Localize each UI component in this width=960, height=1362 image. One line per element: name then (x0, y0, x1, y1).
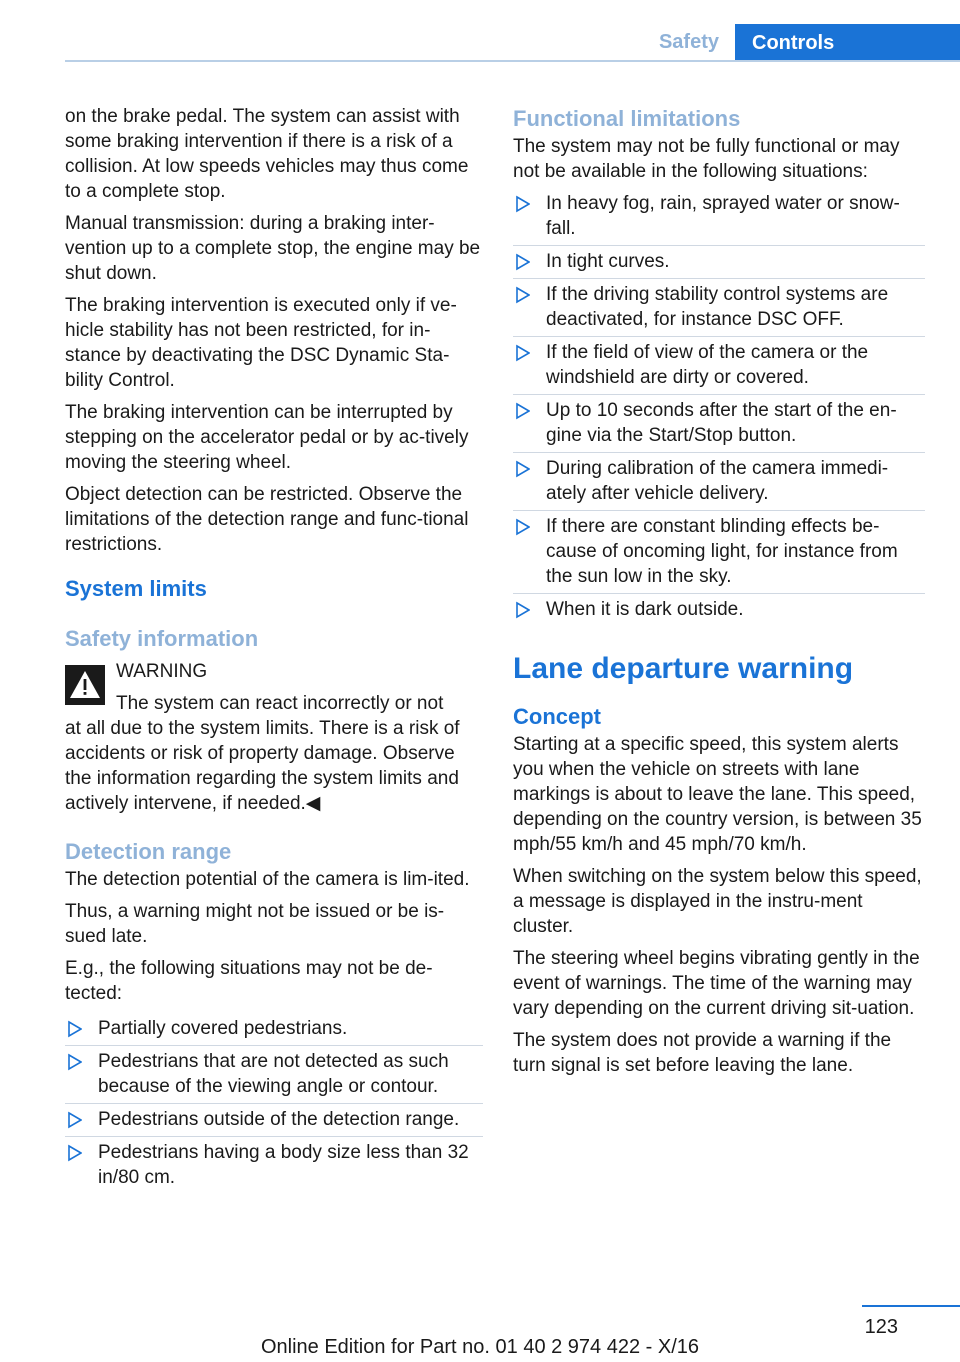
list-item: Pedestrians outside of the detection range. (65, 1103, 483, 1136)
warning-text: at all due to the system limits. There is a risk of accidents or risk of property damage. Observe the information regarding the system limits and actively intervene, if needed.◀ (65, 718, 460, 814)
paragraph: The system does not provide a warning if the turn signal is set before leaving the lane. (513, 1030, 892, 1076)
triangle-bullet-icon (68, 1019, 82, 1039)
heading-functional-limitations: Functional limitations (513, 106, 741, 131)
paragraph: Manual transmission: during a braking inter‐vention up to a complete stop, the engine may be shut down. (65, 213, 481, 284)
list-item: In heavy fog, rain, sprayed water or snow‐fall. (513, 188, 925, 245)
list-item: Pedestrians that are not detected as such because of the viewing angle or contour. (65, 1045, 483, 1103)
header-divider (65, 60, 960, 62)
heading-detection-range: Detection range (65, 839, 232, 864)
heading-system-limits: System limits (65, 576, 207, 601)
paragraph: The braking intervention can be interrupted by stepping on the accelerator pedal or by ac‐tively moving the steering wheel. (65, 402, 469, 473)
list-item: If the field of view of the camera or the windshield are dirty or covered. (513, 336, 925, 394)
list-item: In tight curves. (513, 245, 925, 278)
warning-block (65, 659, 483, 816)
warning-title: WARNING (116, 661, 208, 682)
paragraph: The detection potential of the camera is lim‐ited. (65, 869, 470, 890)
list-item: Pedestrians having a body size less than 32 in/80 cm. (65, 1136, 483, 1194)
heading-concept: Concept (513, 704, 601, 729)
right-column (513, 104, 925, 1085)
triangle-bullet-icon (516, 343, 530, 363)
triangle-bullet-icon (68, 1143, 82, 1163)
paragraph: The steering wheel begins vibrating gently in the event of warnings. The time of the warning may vary depending on the current driving sit‐uation. (513, 948, 920, 1019)
edition-note: Online Edition for Part no. 01 40 2 974 422 - X/16 (260, 1336, 700, 1358)
page-number: 123 (864, 1316, 898, 1338)
heading-lane-departure-warning: Lane departure warning (513, 652, 854, 685)
list-item: During calibration of the camera immedi‐ately after vehicle delivery. (513, 452, 925, 510)
footer-divider (862, 1305, 960, 1307)
paragraph: Starting at a specific speed, this system alerts you when the vehicle on streets with lane markings is about to leave the lane. This speed, depending on the country version, is between 35 mph/55 km/h and 45 mph/70 km/h. (513, 734, 922, 855)
triangle-bullet-icon (516, 600, 530, 620)
triangle-bullet-icon (68, 1110, 82, 1130)
heading-safety-information: Safety information (65, 626, 259, 651)
paragraph: on the brake pedal. The system can assist with some braking intervention if there is a risk of a collision. At low speeds vehicles may thus come to a complete stop. (65, 106, 469, 202)
paragraph: When switching on the system below this speed, a message is displayed in the instru‐ment cluster. (513, 866, 922, 937)
list-item: When it is dark outside. (513, 593, 925, 626)
chapter-tab: Controls (735, 24, 960, 62)
triangle-bullet-icon (516, 401, 530, 421)
page-header (0, 24, 960, 62)
list-item: If there are constant blinding effects be‐cause of oncoming light, for instance from the sun low in the sky. (513, 510, 925, 593)
left-column (65, 104, 483, 1194)
paragraph: Object detection can be restricted. Observe the limitations of the detection range and func‐tional restrictions. (65, 484, 469, 555)
paragraph: Thus, a warning might not be issued or be is‐sued late. (65, 901, 445, 947)
triangle-bullet-icon (516, 517, 530, 537)
list-item: Up to 10 seconds after the start of the en‐gine via the Start/Stop button. (513, 394, 925, 452)
section-tab: Safety (658, 31, 719, 53)
list-item: If the driving stability control systems are deactivated, for instance DSC OFF. (513, 278, 925, 336)
triangle-bullet-icon (516, 285, 530, 305)
paragraph: E.g., the following situations may not be de‐tected: (65, 958, 433, 1004)
warning-icon (65, 665, 105, 705)
bullet-list (513, 188, 925, 626)
bullet-list (65, 1013, 483, 1194)
triangle-bullet-icon (68, 1052, 82, 1072)
triangle-bullet-icon (516, 252, 530, 272)
triangle-bullet-icon (516, 459, 530, 479)
paragraph: The system may not be fully functional or may not be available in the following situations: (513, 136, 900, 182)
paragraph: The braking intervention is executed only if ve‐hicle stability has not been restricted, for in‐stance by deactivating the DSC Dynamic Sta‐bility Control. (65, 295, 457, 391)
list-item: Partially covered pedestrians. (65, 1013, 483, 1045)
triangle-bullet-icon (516, 194, 530, 214)
warning-text-first-line: The system can react incorrectly or not (116, 693, 444, 714)
